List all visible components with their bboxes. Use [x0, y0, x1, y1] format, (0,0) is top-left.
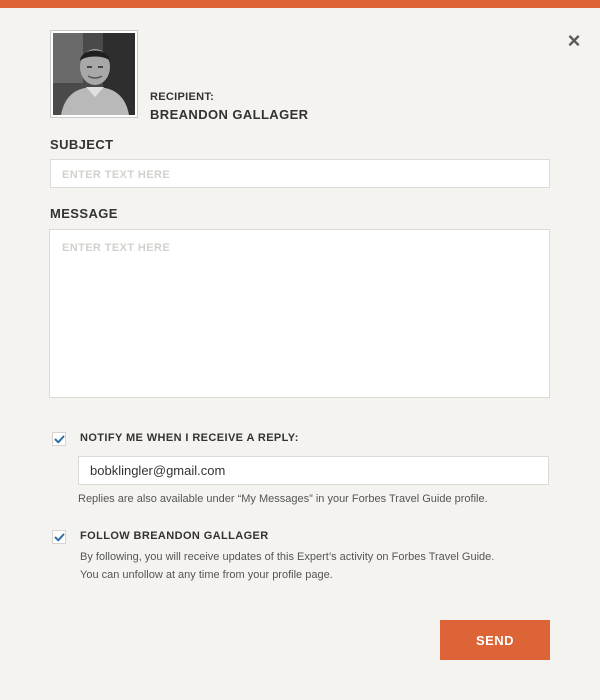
follow-help-text-line2: You can unfollow at any time from your profile page.: [80, 569, 333, 581]
send-button[interactable]: SEND: [440, 620, 550, 660]
notify-label: NOTIFY ME WHEN I RECEIVE A REPLY:: [80, 432, 299, 444]
subject-label: SUBJECT: [50, 137, 114, 152]
notify-help-text: Replies are also available under “My Messages” in your Forbes Travel Guide profile.: [78, 493, 488, 505]
close-icon[interactable]: ×: [567, 28, 581, 53]
subject-input[interactable]: [50, 159, 550, 188]
follow-label: FOLLOW BREANDON GALLAGER: [80, 530, 269, 542]
message-label: MESSAGE: [50, 206, 118, 221]
checkmark-icon: [54, 434, 65, 445]
follow-help-text-line1: By following, you will receive updates of this Expert’s activity on Forbes Travel Guide.: [80, 551, 495, 563]
avatar: [50, 30, 138, 118]
top-accent-bar: [0, 0, 600, 8]
email-field[interactable]: [78, 456, 549, 485]
recipient-label: RECIPIENT:: [150, 91, 215, 103]
notify-checkbox[interactable]: [52, 432, 66, 446]
message-textarea[interactable]: [49, 229, 550, 398]
recipient-name: BREANDON GALLAGER: [150, 107, 309, 122]
checkmark-icon: [54, 532, 65, 543]
avatar-photo: [53, 33, 135, 115]
follow-checkbox[interactable]: [52, 530, 66, 544]
